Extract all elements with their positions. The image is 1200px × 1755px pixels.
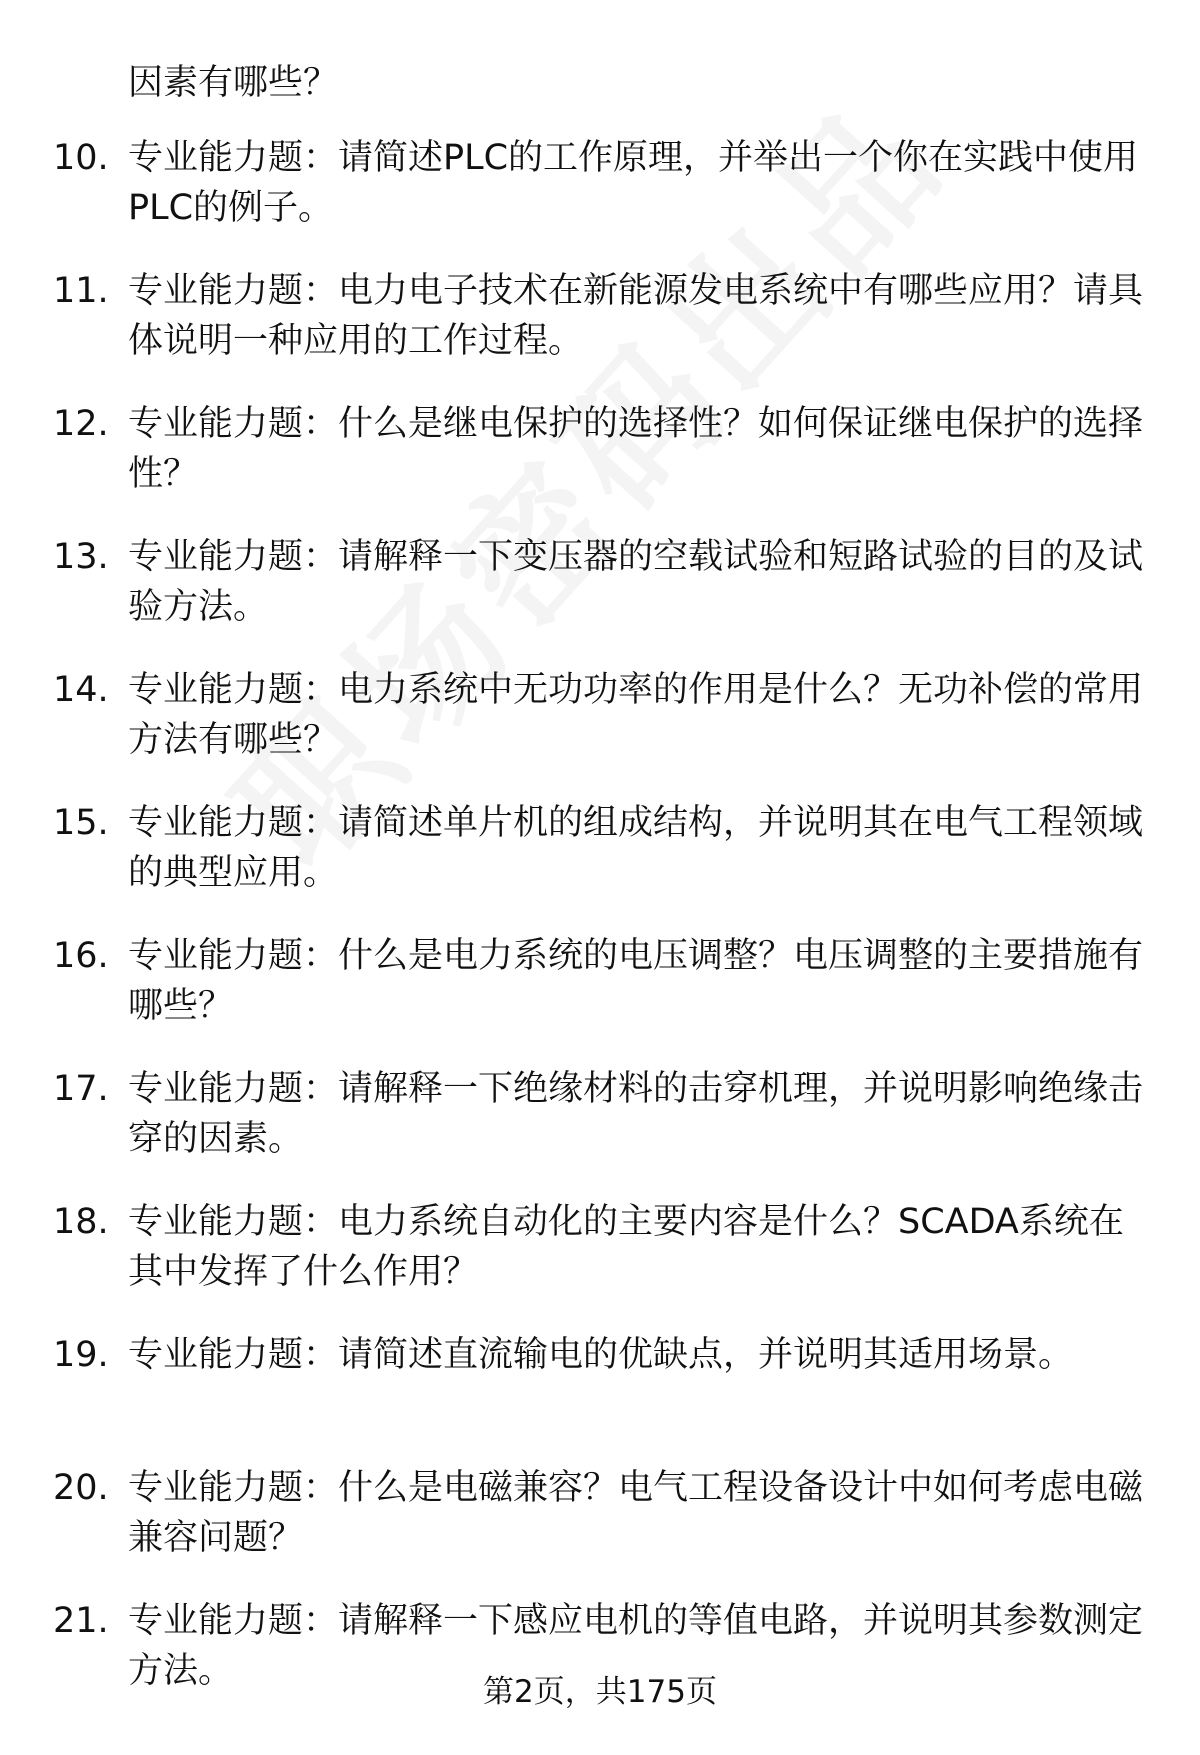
question-text: 专业能力题：请解释一下感应电机的等值电路，并说明其参数测定方法。 xyxy=(128,1601,1144,1691)
question-list xyxy=(0,133,1200,1729)
question-item xyxy=(0,798,1200,931)
question-number: 20. xyxy=(53,1468,109,1508)
question-item xyxy=(0,1064,1200,1197)
question-item xyxy=(0,1463,1200,1596)
question-item xyxy=(0,931,1200,1064)
question-text: 专业能力题：什么是电磁兼容？电气工程设备设计中如何考虑电磁兼容问题？ xyxy=(128,1468,1144,1558)
question-item xyxy=(0,1330,1200,1463)
question-number: 15. xyxy=(53,803,109,843)
question-item xyxy=(0,1197,1200,1330)
question-item xyxy=(0,133,1200,266)
question-number: 18. xyxy=(53,1202,109,1242)
question-text: 专业能力题：电力系统中无功功率的作用是什么？无功补偿的常用方法有哪些？ xyxy=(128,670,1144,760)
question-item xyxy=(0,532,1200,665)
question-text: 专业能力题：电力系统自动化的主要内容是什么？SCADA系统在其中发挥了什么作用？ xyxy=(128,1202,1124,1292)
question-number: 17. xyxy=(53,1069,109,1109)
question-text: 专业能力题：请简述PLC的工作原理，并举出一个你在实践中使用PLC的例子。 xyxy=(128,138,1139,228)
question-item xyxy=(0,399,1200,532)
question-text: 专业能力题：电力电子技术在新能源发电系统中有哪些应用？请具体说明一种应用的工作过程。 xyxy=(128,271,1144,361)
question-text: 专业能力题：什么是电力系统的电压调整？电压调整的主要措施有哪些？ xyxy=(128,936,1144,1026)
question-number: 10. xyxy=(53,138,109,178)
question-number: 13. xyxy=(53,537,109,577)
question-text: 专业能力题：请简述单片机的组成结构，并说明其在电气工程领域的典型应用。 xyxy=(128,803,1144,893)
question-number: 11. xyxy=(53,271,109,311)
question-text: 专业能力题：请简述直流输电的优缺点，并说明其适用场景。 xyxy=(128,1335,1074,1375)
question-text: 专业能力题：请解释一下变压器的空载试验和短路试验的目的及试验方法。 xyxy=(128,537,1144,627)
question-number: 21. xyxy=(53,1601,109,1641)
question-number: 16. xyxy=(53,936,109,976)
question-number: 14. xyxy=(53,670,109,710)
question-number: 12. xyxy=(53,404,109,444)
question-number: 19. xyxy=(53,1335,109,1375)
question-item xyxy=(0,665,1200,798)
question-item xyxy=(0,266,1200,399)
question-text: 专业能力题：请解释一下绝缘材料的击穿机理，并说明影响绝缘击穿的因素。 xyxy=(128,1069,1144,1159)
continued-question-text: 因素有哪些？ xyxy=(128,63,339,103)
question-text: 专业能力题：什么是继电保护的选择性？如何保证继电保护的选择性？ xyxy=(128,404,1144,494)
page-number-footer: 第2页，共175页 xyxy=(483,1674,717,1710)
